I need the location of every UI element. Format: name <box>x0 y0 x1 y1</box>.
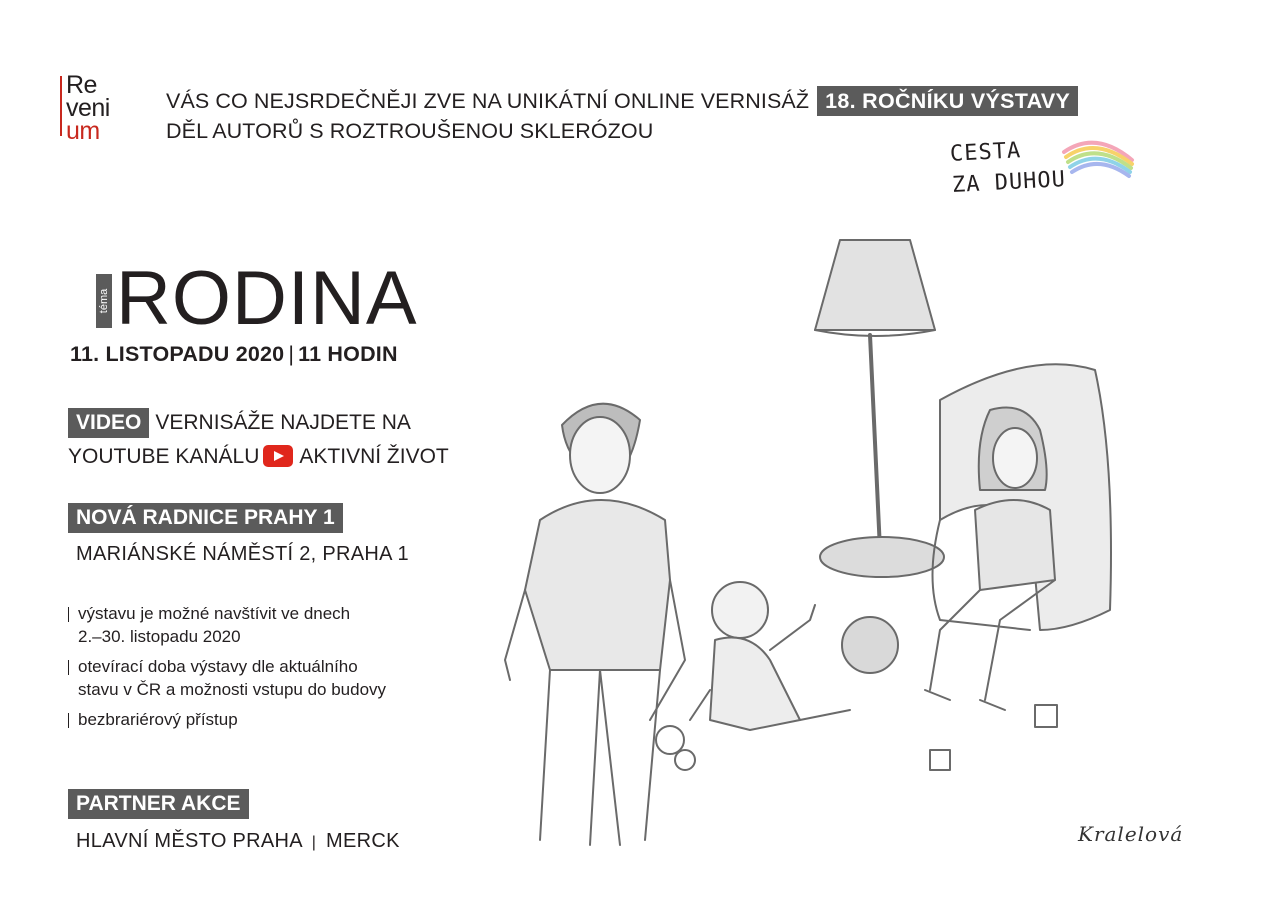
exhibition-logo <box>946 130 1146 200</box>
theme-tag-label: téma <box>98 288 110 314</box>
toy-block <box>1035 705 1057 727</box>
partner-separator: | <box>311 834 317 851</box>
logo-accent-bar <box>60 76 62 136</box>
man-figure <box>505 404 695 845</box>
floor-lamp <box>815 240 944 577</box>
info-line: bezbrariérový přístup <box>78 710 238 729</box>
video-badge: VIDEO <box>68 408 149 438</box>
info-line: 2.–30. listopadu 2020 <box>78 627 241 646</box>
logo-line-1: Re <box>66 71 97 99</box>
venue <box>68 503 343 533</box>
partner-prague: HLAVNÍ MĚSTO PRAHA <box>76 830 302 852</box>
venue-badge: NOVÁ RADNICE PRAHY 1 <box>68 503 343 533</box>
event-time: 11 HODIN <box>298 342 398 366</box>
event-datetime <box>70 342 398 367</box>
info-line: otevírací doba výstavy dle aktuálního <box>78 657 358 676</box>
video-info <box>68 406 449 474</box>
reveniun-logo <box>66 71 116 145</box>
youtube-channel: AKTIVNÍ ŽIVOT <box>299 445 449 468</box>
armchair <box>933 364 1112 630</box>
partner <box>68 789 249 819</box>
partner-badge: PARTNER AKCE <box>68 789 249 819</box>
exhibition-logo-line-2: ZA DUHOU <box>951 167 1067 198</box>
partner-merck: MERCK <box>326 830 400 852</box>
exhibition-logo-line-1: CESTA <box>949 138 1022 167</box>
info-line: stavu v ČR a možnosti vstupu do budovy <box>78 680 387 699</box>
logo-line-3: um <box>66 117 100 145</box>
baby-figure <box>690 582 850 730</box>
theme-title: RODINA <box>116 256 418 341</box>
theme-tag <box>96 274 112 328</box>
info-item <box>68 708 386 731</box>
event-date: 11. LISTOPADU 2020 <box>70 342 285 366</box>
logo-line-2: veni <box>66 94 110 122</box>
datetime-separator: | <box>288 342 295 366</box>
video-line-2: YOUTUBE KANÁLU <box>68 445 260 468</box>
partner-list <box>76 830 400 853</box>
info-item <box>68 602 386 648</box>
edition-badge: 18. ROČNÍKU VÝSTAVY <box>817 86 1078 116</box>
info-item <box>68 655 386 701</box>
youtube-icon <box>263 445 293 467</box>
artist-signature: Kralelová <box>1078 822 1184 846</box>
header-line-1: VÁS CO NEJSRDEČNĚJI ZVE NA UNIKÁTNÍ ONLINE VERNISÁŽ <box>166 89 810 113</box>
info-line: výstavu je možné navštívit ve dnech <box>78 604 351 623</box>
toy-block <box>930 750 950 770</box>
video-line-1: VERNISÁŽE NAJDETE NA <box>155 411 411 434</box>
header-line-2: DĚL AUTORŮ S ROZTROUŠENOU SKLERÓZOU <box>166 119 654 143</box>
venue-address: MARIÁNSKÉ NÁMĚSTÍ 2, PRAHA 1 <box>76 543 409 565</box>
family-sketch-artwork <box>470 220 1270 860</box>
visit-info <box>68 602 386 738</box>
invitation-header <box>166 86 1078 146</box>
ball <box>842 617 898 673</box>
